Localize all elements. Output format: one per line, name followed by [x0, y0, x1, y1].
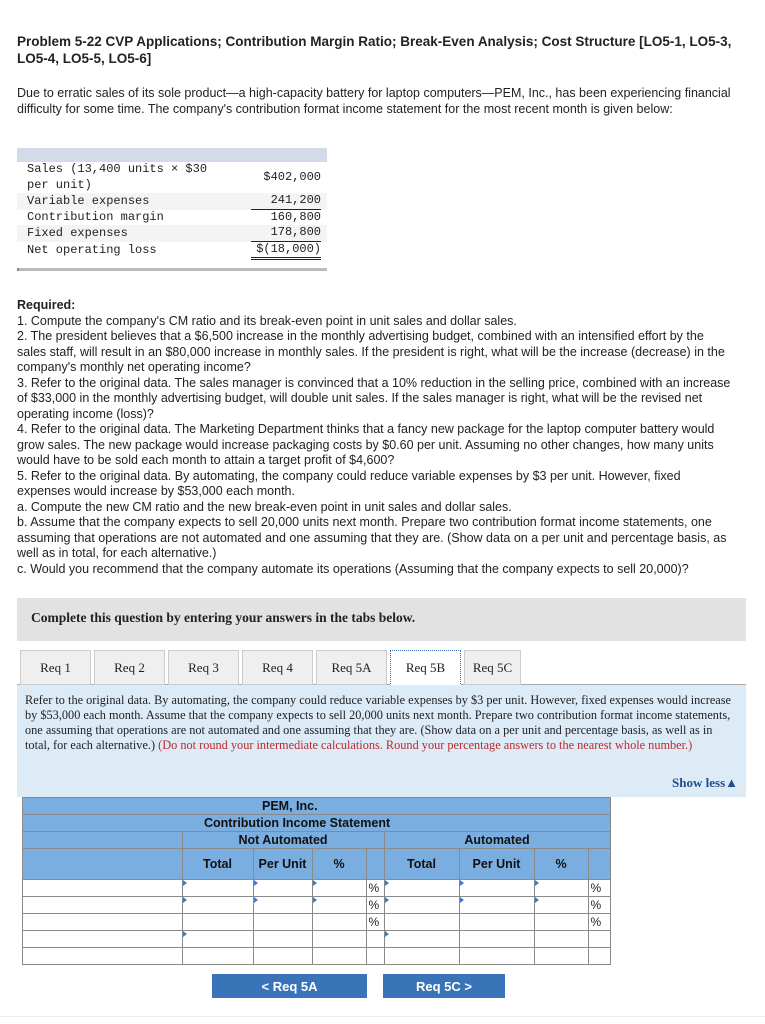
instruction-bar: [17, 598, 746, 641]
col-per-unit: Per Unit: [253, 849, 312, 880]
instruction-text: Complete this question by entering your answers in the tabs below.: [31, 610, 416, 625]
statement-row: [17, 193, 327, 210]
amount-input[interactable]: [459, 897, 534, 914]
statement-value: 241,200: [251, 193, 321, 210]
amount-input[interactable]: [459, 931, 534, 948]
amount-input[interactable]: [182, 931, 253, 948]
col-pct-auto: %: [534, 849, 588, 880]
statement-label: Net operating loss: [27, 243, 157, 257]
percent-sign: %: [366, 914, 384, 931]
problem-title: Problem 5-22 CVP Applications; Contribution Margin Ratio; Break-Even Analysis; Cost Structure [LO5-1, LO5-3, LO5-4, LO5-5, LO5-6]: [17, 34, 732, 66]
amount-input[interactable]: [384, 914, 459, 931]
required-item: 5. Refer to the original data. By automating, the company could reduce variable expenses by $3 per unit. However, fixed expenses would increase by $53,000 each month.: [17, 468, 681, 498]
income-statement: [17, 148, 327, 271]
amount-input[interactable]: [312, 914, 366, 931]
amount-input[interactable]: [384, 897, 459, 914]
statement-row: [17, 242, 327, 261]
panel-note: (Do not round your intermediate calculations. Round your percentage answers to the nearest whole number.): [158, 738, 693, 752]
grid-row: [23, 880, 611, 897]
statement-row: [17, 210, 327, 226]
statement-label: Variable expenses: [27, 193, 150, 208]
instruction-panel: [17, 685, 746, 797]
statement-row: [17, 162, 327, 193]
grid-row: [23, 897, 611, 914]
required-heading: Required:: [17, 298, 76, 312]
amount-input[interactable]: [253, 914, 312, 931]
empty-cell: [366, 948, 384, 965]
col-total-auto: Total: [384, 849, 459, 880]
grid-row: [23, 931, 611, 948]
not-automated-header: Not Automated: [182, 832, 384, 849]
amount-input[interactable]: [384, 948, 459, 965]
required-item: 4. Refer to the original data. The Marketing Department thinks that a fancy new package for the laptop computer battery would grow sales. The new package would increase packaging costs by $0.60 per unit. Assuming no other changes, how many units would have to be sold each month to attain a target profit of $4,600?: [17, 422, 715, 467]
required-section: [17, 298, 732, 577]
percent-sign: %: [588, 897, 610, 914]
statement-value: 178,800: [251, 225, 321, 242]
amount-input[interactable]: [253, 948, 312, 965]
amount-input[interactable]: [253, 931, 312, 948]
amount-input[interactable]: [534, 914, 588, 931]
amount-input[interactable]: [459, 914, 534, 931]
statement-row: [17, 225, 327, 242]
percent-sign: %: [366, 880, 384, 897]
required-item: a. Compute the new CM ratio and the new break-even point in unit sales and dollar sales.: [17, 499, 512, 514]
panel-text: Refer to the original data. By automating, the company could reduce variable expenses by $3 per unit. However, fixed expenses would increase by $53,000 each month. Assume that the company expects to sell 20,000 units next month. Prepare two contribution format income statements, one assuming that operations are not automated and one assuming that they are. (Show data on a per unit and percentage basis, as well as in total, for each alternative.): [25, 693, 732, 752]
percent-sign: %: [366, 897, 384, 914]
grid-row: [23, 914, 611, 931]
required-item: 3. Refer to the original data. The sales manager is convinced that a 10% reduction in the selling price, combined with an increase of $33,000 in the monthly advertising budget, will double unit sales. If the sales manager is right, what will be the revised net operating income (loss)?: [17, 375, 731, 421]
show-less-link[interactable]: Show less▲: [672, 775, 738, 790]
amount-input[interactable]: [534, 897, 588, 914]
statement-value: $(18,000): [251, 242, 321, 261]
required-item: 1. Compute the company's CM ratio and its break-even point in unit sales and dollar sales.: [17, 313, 517, 328]
grid-title: Contribution Income Statement: [182, 815, 610, 832]
empty-cell: [588, 948, 610, 965]
tab-req-4[interactable]: Req 4: [242, 650, 313, 685]
amount-input[interactable]: [534, 948, 588, 965]
statement-label: Contribution margin: [27, 209, 164, 224]
statement-label: Sales (13,400 units × $30 per unit): [27, 162, 208, 192]
tab-req-5c[interactable]: Req 5C: [464, 650, 521, 685]
amount-input[interactable]: [534, 931, 588, 948]
statement-value: $402,000: [263, 169, 321, 184]
amount-input[interactable]: [312, 897, 366, 914]
amount-input[interactable]: [253, 897, 312, 914]
amount-input[interactable]: [459, 880, 534, 897]
amount-input[interactable]: [312, 880, 366, 897]
row-label-input[interactable]: [23, 948, 183, 965]
tab-req-1[interactable]: Req 1: [20, 650, 91, 685]
col-total: Total: [182, 849, 253, 880]
amount-input[interactable]: [384, 931, 459, 948]
empty-cell: [366, 931, 384, 948]
amount-input[interactable]: [253, 880, 312, 897]
required-item: 2. The president believes that a $6,500 increase in the monthly advertising budget, combined with an intensified effort by the sales staff, will result in an $80,000 increase in monthly sales. If the president is right, what will be the increase (decrease) in the company's monthly net operating income?: [17, 329, 725, 374]
tab-req-2[interactable]: Req 2: [94, 650, 165, 685]
amount-input[interactable]: [459, 948, 534, 965]
statement-footer: [17, 268, 327, 271]
col-per-unit-auto: Per Unit: [459, 849, 534, 880]
grid-company: PEM, Inc.: [182, 798, 610, 815]
row-label-input[interactable]: [23, 914, 183, 931]
amount-input[interactable]: [182, 897, 253, 914]
divider: [0, 1016, 765, 1017]
empty-cell: [588, 931, 610, 948]
row-label-input[interactable]: [23, 880, 183, 897]
prev-req-5a-button[interactable]: < Req 5A: [212, 974, 367, 998]
grid-row: [23, 948, 611, 965]
required-item: b. Assume that the company expects to sell 20,000 units next month. Prepare two contribution format income statements, one assuming that operations are not automated and one assuming that they are. (Show data on a per unit and percentage basis, as well as in total, for each alternative.): [17, 515, 727, 560]
tab-req-5b[interactable]: Req 5B: [390, 650, 461, 686]
statement-label: Fixed expenses: [27, 225, 128, 240]
next-req-5c-button[interactable]: Req 5C >: [383, 974, 505, 998]
amount-input[interactable]: [182, 914, 253, 931]
tab-req-5a[interactable]: Req 5A: [316, 650, 387, 685]
percent-sign: %: [588, 880, 610, 897]
required-item: c. Would you recommend that the company automate its operations (Assuming that the company expects to sell 20,000)?: [17, 561, 689, 576]
income-statement-grid: [22, 797, 611, 965]
amount-input[interactable]: [384, 880, 459, 897]
amount-input[interactable]: [534, 880, 588, 897]
row-label-input[interactable]: [23, 931, 183, 948]
amount-input[interactable]: [312, 948, 366, 965]
col-pct: %: [312, 849, 366, 880]
intro-text: Due to erratic sales of its sole product—a high-capacity battery for laptop computers—PEM, Inc., has been experiencing financial difficulty for some time. The company's contribution format income statement for the most recent month is given below:: [17, 86, 731, 116]
amount-input[interactable]: [182, 880, 253, 897]
row-label-input[interactable]: [23, 897, 183, 914]
req-tabs: [17, 648, 746, 685]
amount-input[interactable]: [312, 931, 366, 948]
percent-sign: %: [588, 914, 610, 931]
statement-header: [17, 148, 327, 162]
automated-header: Automated: [384, 832, 610, 849]
amount-input[interactable]: [182, 948, 253, 965]
statement-value: 160,800: [270, 209, 321, 224]
tab-req-3[interactable]: Req 3: [168, 650, 239, 685]
